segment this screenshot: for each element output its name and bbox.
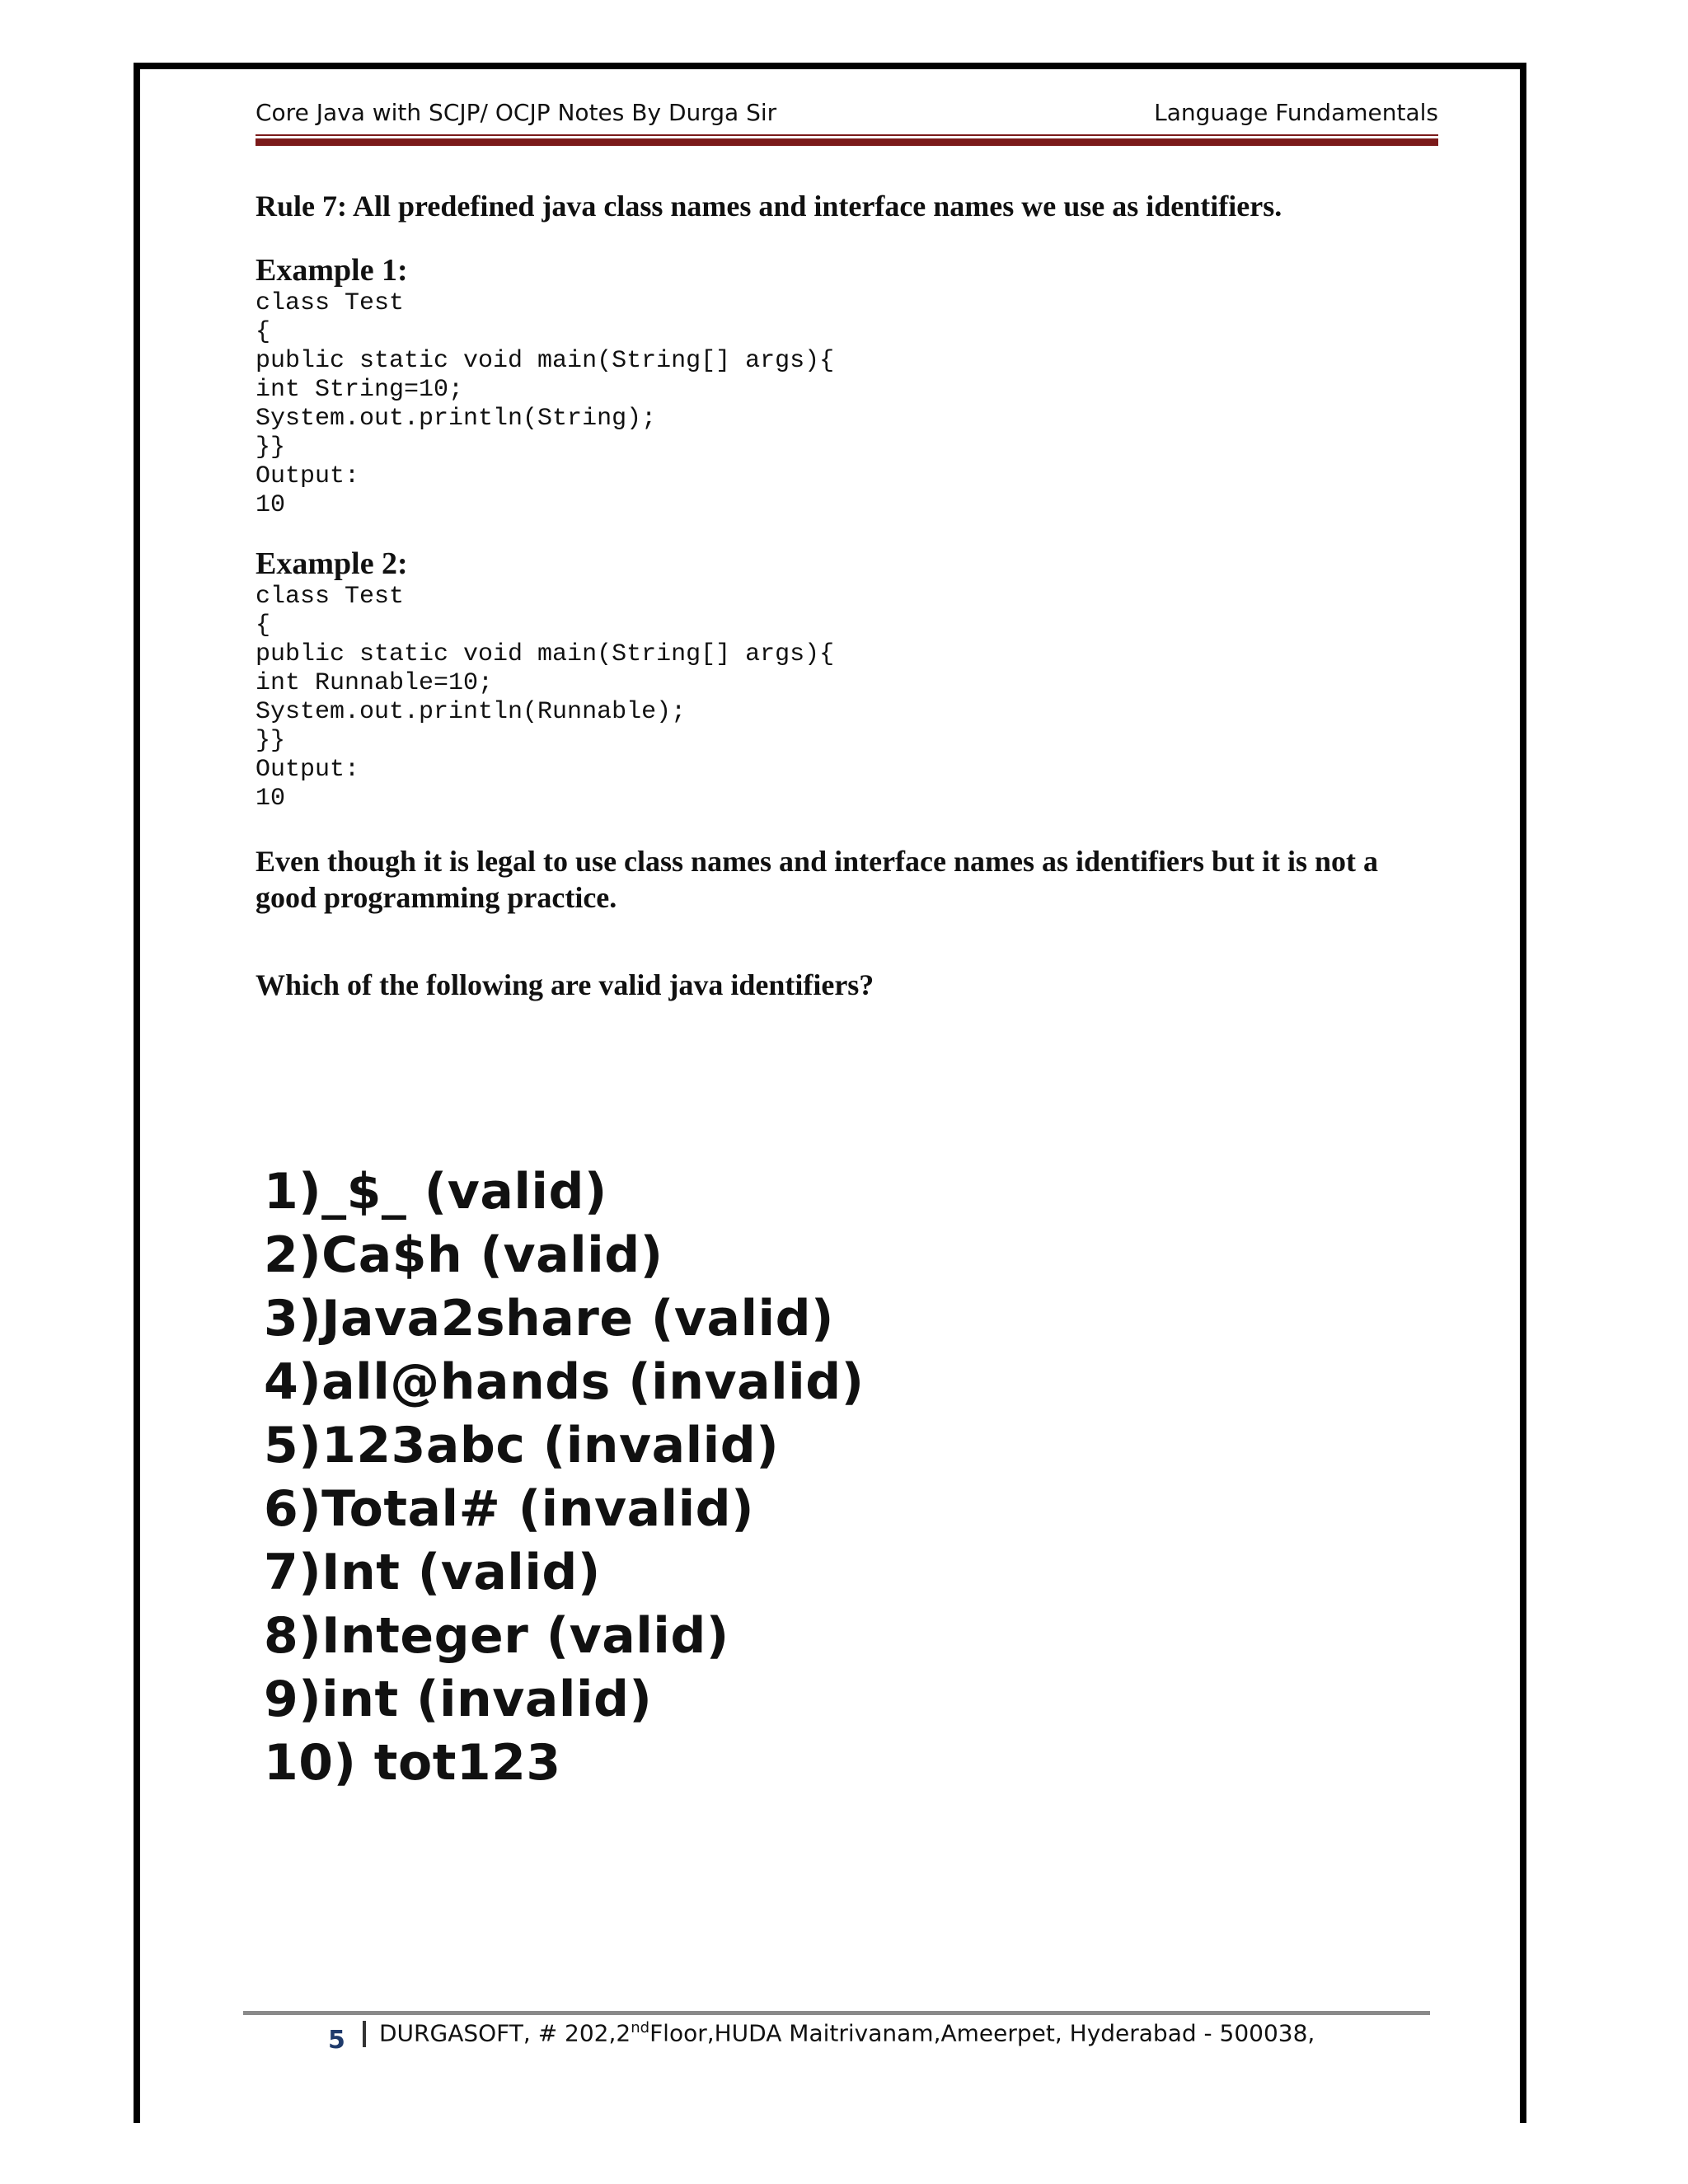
footer-rule [243, 2011, 1430, 2015]
answers-list [264, 1160, 1006, 1795]
list-item: 3)Java2share (valid) [264, 1290, 834, 1347]
list-item: 5)123abc (invalid) [264, 1417, 780, 1474]
question: Which of the following are valid java identifiers? [256, 968, 874, 1001]
rule-heading: Rule 7: All predefined java class names and interface names we use as identifiers. [256, 190, 1282, 223]
footer-address-sup: nd [631, 2019, 650, 2036]
example-1-code: class Test { public static void main(String[] args){ int String=10; System.out.println(String); }} Output: 10 [256, 289, 835, 519]
list-item: 9)int (invalid) [264, 1671, 653, 1728]
footer-separator [363, 2021, 366, 2047]
list-item: 7)Int (valid) [264, 1544, 601, 1601]
list-item: 4)all@hands (invalid) [264, 1353, 865, 1411]
example-2-heading: Example 2: [256, 546, 408, 581]
list-item: 10) tot123 [264, 1734, 561, 1792]
example-2-code: class Test { public static void main(String[] args){ int Runnable=10; System.out.println(Runnable); }} Output: 10 [256, 583, 835, 813]
page-content [256, 185, 1426, 1003]
list-item: 6)Total# (invalid) [264, 1480, 755, 1538]
note-paragraph: Even though it is legal to use class names and interface names as identifiers but it is not a good programming practice. [256, 845, 1379, 914]
footer-address-part2: Floor,HUDA Maitrivanam,Ameerpet, Hyderabad - 500038, [649, 2019, 1315, 2047]
header-rule-thick [256, 138, 1438, 146]
list-item: 1)_$_ (valid) [264, 1163, 607, 1221]
list-item: 2)Ca$h (valid) [264, 1226, 663, 1284]
header-chapter: Language Fundamentals [1154, 99, 1438, 126]
footer-address [379, 2019, 1315, 2046]
footer-address-part1: DURGASOFT, # 202,2 [379, 2019, 631, 2047]
header-rule-thin [256, 134, 1438, 136]
page-number: 5 [328, 2026, 345, 2055]
list-item: 8)Integer (valid) [264, 1607, 729, 1665]
example-1-heading: Example 1: [256, 253, 408, 288]
header-title: Core Java with SCJP/ OCJP Notes By Durga Sir [256, 99, 777, 126]
